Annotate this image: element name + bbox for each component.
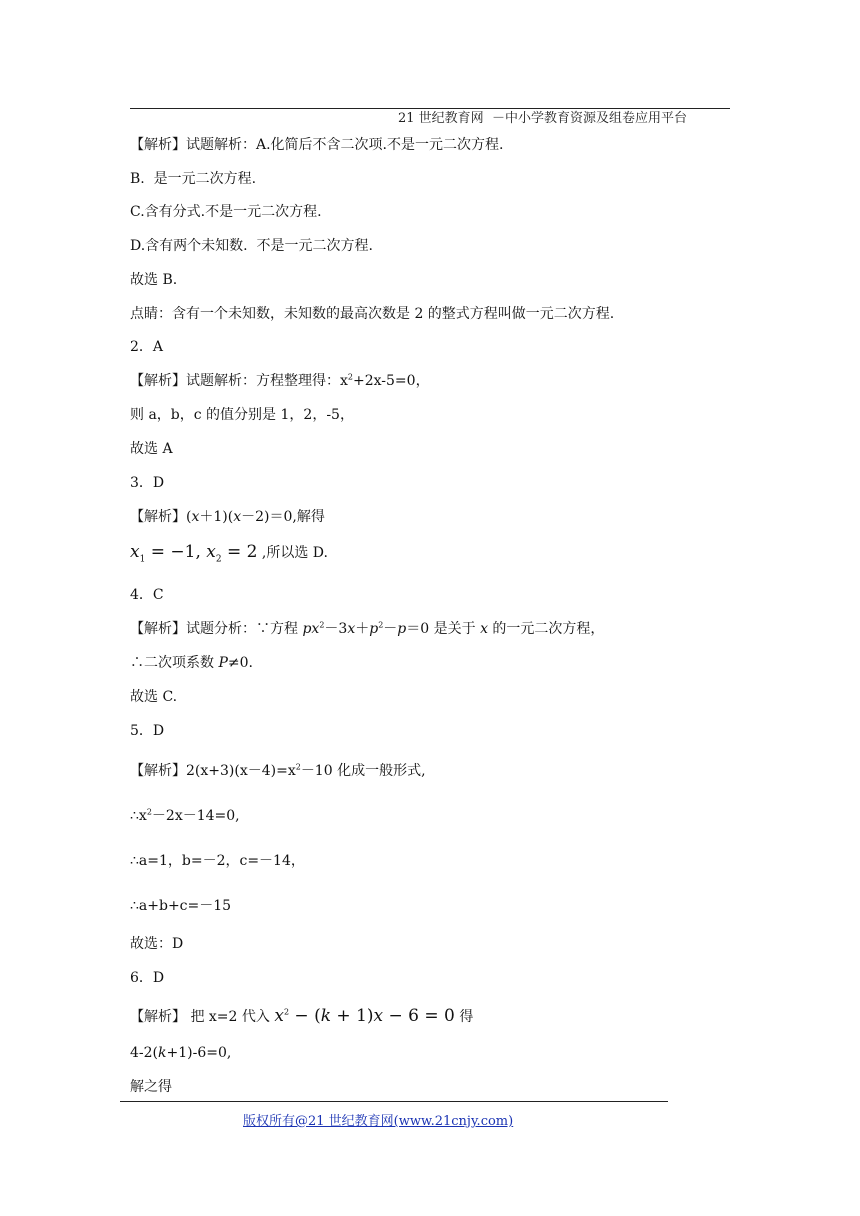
question-number: 2．A <box>130 339 164 355</box>
text-line: ∴a=1，b=－2，c=－14， <box>130 853 305 869</box>
footer-rule <box>120 1101 668 1102</box>
text-line: 【解析】(x＋1)(x－2)＝0,解得 <box>130 509 325 525</box>
text-line: 解之得 <box>130 1079 172 1095</box>
text-line: 【解析】试题分析：∵方程 $px^2-3x+p^2-p=0$ 是关于 x 的一元二次方程， <box>130 620 605 637</box>
text-line: 【解析】试题解析：方程整理得：$x^2+2x-5=0$， <box>130 372 430 389</box>
text-line: 【解析】$2(x+3)(x-4)=x^2-10$ 化成一般形式, <box>130 762 426 779</box>
text-line: 故选 C. <box>130 689 178 705</box>
text-line: B. 是一元二次方程. <box>130 171 257 187</box>
text-line: 点睛：含有一个未知数，未知数的最高次数是 2 的整式方程叫做一元二次方程. <box>130 306 615 322</box>
text-line: $\therefore x^2-2x-14=0$, <box>130 807 240 824</box>
text-line: 【解析】试题解析：A.化简后不含二次项.不是一元二次方程. <box>130 137 504 153</box>
question-number: 4．C <box>130 587 164 603</box>
question-number: 5．D <box>130 723 165 739</box>
text-line: 故选：D <box>130 936 184 952</box>
question-number: 3．D <box>130 475 165 491</box>
copyright-link[interactable]: 版权所有@21 世纪教育网(www.21cnjy.com) <box>243 1114 514 1129</box>
text-line: ∴二次项系数 P≠0. <box>130 655 253 671</box>
question-number: 6．D <box>130 970 165 986</box>
text-line: 故选 B. <box>130 272 178 288</box>
text-line: 4-2(k+1)-6=0, <box>130 1045 232 1061</box>
text-line: ∴a+b+c=－15 <box>130 898 232 914</box>
text-line: 【解析】 把 x=2 代入 $x^2 - (k + 1)x - 6 = 0$ 得 <box>130 1006 474 1026</box>
header-rule <box>130 108 730 109</box>
text-line: C.含有分式.不是一元二次方程. <box>130 204 322 220</box>
math-line: $x_1 = -1$, $x_2 = 2$ ,所以选 D. <box>130 542 328 565</box>
text-line: 则 a，b，c 的值分别是 1，2，-5， <box>130 407 354 423</box>
page-header-text: 21 世纪教育网 －中小学教育资源及组卷应用平台 <box>398 111 687 126</box>
text-line: D.含有两个未知数. 不是一元二次方程. <box>130 238 373 254</box>
text-line: 故选 A <box>130 441 173 457</box>
